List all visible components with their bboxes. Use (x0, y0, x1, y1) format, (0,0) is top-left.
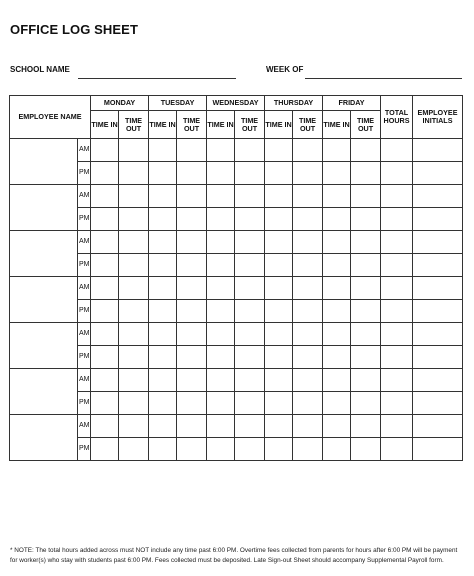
time-cell[interactable] (265, 323, 293, 346)
table-row (10, 300, 463, 323)
time-cell[interactable] (351, 369, 381, 392)
initials-cell[interactable] (413, 346, 463, 369)
week-of-label: WEEK OF (266, 65, 304, 74)
time-cell[interactable] (323, 162, 351, 185)
time-cell[interactable] (149, 392, 177, 415)
time-cell[interactable] (207, 369, 235, 392)
initials-cell[interactable] (413, 277, 463, 300)
total-hours-cell[interactable] (381, 392, 413, 415)
time-cell[interactable] (293, 185, 323, 208)
time-cell[interactable] (293, 415, 323, 438)
time-cell[interactable] (149, 323, 177, 346)
time-cell[interactable] (265, 415, 293, 438)
time-cell[interactable] (235, 277, 265, 300)
total-hours-cell[interactable] (381, 438, 413, 461)
am-label: AM (78, 185, 91, 208)
initials-cell[interactable] (413, 139, 463, 162)
time-cell[interactable] (119, 438, 149, 461)
time-cell[interactable] (207, 300, 235, 323)
time-cell[interactable] (91, 185, 119, 208)
time-cell[interactable] (293, 369, 323, 392)
day-header-wednesday: WEDNESDAY (207, 96, 265, 111)
time-cell[interactable] (119, 346, 149, 369)
sheet-title: OFFICE LOG SHEET (10, 22, 138, 37)
initials-cell[interactable] (413, 208, 463, 231)
total-hours-cell[interactable] (381, 254, 413, 277)
employee-name-cell[interactable] (10, 415, 78, 461)
time-cell[interactable] (207, 139, 235, 162)
total-hours-cell[interactable] (381, 415, 413, 438)
time-cell[interactable] (351, 208, 381, 231)
time-in-header: TIME IN (323, 111, 351, 139)
time-cell[interactable] (235, 231, 265, 254)
employee-name-cell[interactable] (10, 369, 78, 415)
time-in-header: TIME IN (207, 111, 235, 139)
time-cell[interactable] (235, 162, 265, 185)
time-cell[interactable] (323, 369, 351, 392)
time-cell[interactable] (293, 300, 323, 323)
time-cell[interactable] (119, 415, 149, 438)
time-cell[interactable] (207, 231, 235, 254)
time-cell[interactable] (149, 231, 177, 254)
time-cell[interactable] (177, 300, 207, 323)
initials-cell[interactable] (413, 162, 463, 185)
time-out-header: TIME OUT (293, 111, 323, 139)
time-cell[interactable] (265, 277, 293, 300)
table-row (10, 208, 463, 231)
time-cell[interactable] (177, 438, 207, 461)
am-label: AM (78, 277, 91, 300)
time-cell[interactable] (235, 438, 265, 461)
time-cell[interactable] (177, 369, 207, 392)
time-cell[interactable] (293, 139, 323, 162)
initials-cell[interactable] (413, 392, 463, 415)
time-cell[interactable] (207, 323, 235, 346)
time-cell[interactable] (207, 346, 235, 369)
total-hours-cell[interactable] (381, 231, 413, 254)
time-cell[interactable] (293, 208, 323, 231)
initials-cell[interactable] (413, 438, 463, 461)
time-cell[interactable] (119, 369, 149, 392)
day-header-tuesday: TUESDAY (149, 96, 207, 111)
time-cell[interactable] (351, 185, 381, 208)
time-cell[interactable] (351, 300, 381, 323)
time-cell[interactable] (177, 185, 207, 208)
time-cell[interactable] (235, 323, 265, 346)
time-cell[interactable] (265, 300, 293, 323)
time-cell[interactable] (149, 438, 177, 461)
time-cell[interactable] (351, 438, 381, 461)
total-hours-cell[interactable] (381, 369, 413, 392)
time-cell[interactable] (323, 300, 351, 323)
time-in-header: TIME IN (149, 111, 177, 139)
time-cell[interactable] (149, 277, 177, 300)
time-cell[interactable] (235, 254, 265, 277)
time-cell[interactable] (177, 277, 207, 300)
total-hours-cell[interactable] (381, 208, 413, 231)
time-cell[interactable] (119, 162, 149, 185)
time-cell[interactable] (149, 185, 177, 208)
time-cell[interactable] (91, 415, 119, 438)
am-label: AM (78, 369, 91, 392)
time-cell[interactable] (177, 208, 207, 231)
table-row (10, 139, 463, 162)
time-cell[interactable] (177, 346, 207, 369)
total-hours-cell[interactable] (381, 277, 413, 300)
time-cell[interactable] (207, 185, 235, 208)
time-cell[interactable] (91, 438, 119, 461)
time-cell[interactable] (293, 162, 323, 185)
time-cell[interactable] (351, 415, 381, 438)
time-cell[interactable] (149, 162, 177, 185)
time-out-header: TIME OUT (119, 111, 149, 139)
time-out-header: TIME OUT (235, 111, 265, 139)
am-label: AM (78, 139, 91, 162)
time-cell[interactable] (323, 346, 351, 369)
time-cell[interactable] (91, 392, 119, 415)
time-in-header: TIME IN (265, 111, 293, 139)
time-cell[interactable] (149, 346, 177, 369)
week-of-field[interactable] (305, 78, 462, 79)
time-cell[interactable] (207, 208, 235, 231)
time-cell[interactable] (235, 346, 265, 369)
time-cell[interactable] (351, 254, 381, 277)
log-table-body (10, 139, 463, 461)
time-cell[interactable] (149, 369, 177, 392)
time-cell[interactable] (149, 208, 177, 231)
time-cell[interactable] (91, 323, 119, 346)
time-cell[interactable] (323, 415, 351, 438)
time-cell[interactable] (91, 346, 119, 369)
time-cell[interactable] (149, 415, 177, 438)
table-row (10, 231, 463, 254)
time-cell[interactable] (235, 415, 265, 438)
time-cell[interactable] (177, 139, 207, 162)
time-cell[interactable] (177, 162, 207, 185)
table-row (10, 438, 463, 461)
time-cell[interactable] (265, 208, 293, 231)
day-header-thursday: THURSDAY (265, 96, 323, 111)
pm-label: PM (78, 208, 91, 231)
time-cell[interactable] (235, 300, 265, 323)
time-cell[interactable] (323, 139, 351, 162)
time-cell[interactable] (265, 369, 293, 392)
time-cell[interactable] (119, 231, 149, 254)
employee-name-cell[interactable] (10, 231, 78, 277)
total-hours-cell[interactable] (381, 323, 413, 346)
table-row (10, 415, 463, 438)
employee-name-cell[interactable] (10, 139, 78, 185)
time-cell[interactable] (177, 392, 207, 415)
time-cell[interactable] (323, 323, 351, 346)
initials-cell[interactable] (413, 185, 463, 208)
time-cell[interactable] (235, 392, 265, 415)
time-cell[interactable] (119, 185, 149, 208)
time-cell[interactable] (119, 139, 149, 162)
time-cell[interactable] (323, 185, 351, 208)
time-in-header: TIME IN (91, 111, 119, 139)
table-row (10, 392, 463, 415)
time-cell[interactable] (149, 300, 177, 323)
day-header-friday: FRIDAY (323, 96, 381, 111)
time-cell[interactable] (119, 300, 149, 323)
time-cell[interactable] (91, 300, 119, 323)
time-cell[interactable] (323, 392, 351, 415)
time-cell[interactable] (177, 415, 207, 438)
employee-name-cell[interactable] (10, 277, 78, 323)
day-header-monday: MONDAY (91, 96, 149, 111)
pm-label: PM (78, 346, 91, 369)
initials-cell[interactable] (413, 369, 463, 392)
employee-initials-header: EMPLOYEE INITIALS (413, 96, 463, 139)
time-cell[interactable] (119, 277, 149, 300)
am-label: AM (78, 415, 91, 438)
time-cell[interactable] (207, 415, 235, 438)
time-cell[interactable] (351, 162, 381, 185)
school-name-field[interactable] (78, 78, 236, 79)
time-cell[interactable] (265, 162, 293, 185)
time-cell[interactable] (91, 162, 119, 185)
time-cell[interactable] (207, 277, 235, 300)
table-row (10, 277, 463, 300)
time-cell[interactable] (207, 392, 235, 415)
table-row (10, 346, 463, 369)
time-cell[interactable] (293, 346, 323, 369)
total-hours-cell[interactable] (381, 346, 413, 369)
time-cell[interactable] (351, 392, 381, 415)
initials-cell[interactable] (413, 323, 463, 346)
time-cell[interactable] (207, 438, 235, 461)
table-row (10, 162, 463, 185)
initials-cell[interactable] (413, 254, 463, 277)
time-cell[interactable] (293, 323, 323, 346)
am-label: AM (78, 323, 91, 346)
initials-cell[interactable] (413, 415, 463, 438)
total-hours-cell[interactable] (381, 139, 413, 162)
time-cell[interactable] (323, 254, 351, 277)
employee-name-header: EMPLOYEE NAME (10, 96, 91, 139)
table-row (10, 369, 463, 392)
total-hours-header: TOTAL HOURS (381, 96, 413, 139)
time-cell[interactable] (177, 254, 207, 277)
time-cell[interactable] (265, 185, 293, 208)
time-cell[interactable] (293, 254, 323, 277)
time-cell[interactable] (149, 254, 177, 277)
time-cell[interactable] (119, 392, 149, 415)
time-cell[interactable] (235, 139, 265, 162)
time-out-header: TIME OUT (351, 111, 381, 139)
pm-label: PM (78, 162, 91, 185)
school-name-label: SCHOOL NAME (10, 65, 70, 74)
time-cell[interactable] (91, 139, 119, 162)
total-hours-cell[interactable] (381, 162, 413, 185)
time-cell[interactable] (207, 162, 235, 185)
time-cell[interactable] (323, 208, 351, 231)
time-cell[interactable] (119, 254, 149, 277)
time-cell[interactable] (265, 254, 293, 277)
time-cell[interactable] (351, 277, 381, 300)
time-cell[interactable] (207, 254, 235, 277)
time-cell[interactable] (351, 139, 381, 162)
total-hours-cell[interactable] (381, 185, 413, 208)
time-cell[interactable] (351, 346, 381, 369)
time-cell[interactable] (323, 277, 351, 300)
time-cell[interactable] (235, 208, 265, 231)
time-cell[interactable] (119, 323, 149, 346)
time-cell[interactable] (91, 231, 119, 254)
am-label: AM (78, 231, 91, 254)
time-cell[interactable] (293, 277, 323, 300)
pm-label: PM (78, 392, 91, 415)
time-cell[interactable] (351, 231, 381, 254)
time-cell[interactable] (91, 277, 119, 300)
total-hours-cell[interactable] (381, 300, 413, 323)
log-table (9, 95, 463, 461)
time-cell[interactable] (323, 231, 351, 254)
time-cell[interactable] (177, 323, 207, 346)
time-cell[interactable] (293, 231, 323, 254)
time-cell[interactable] (91, 369, 119, 392)
time-cell[interactable] (91, 254, 119, 277)
time-cell[interactable] (177, 231, 207, 254)
employee-name-cell[interactable] (10, 323, 78, 369)
time-cell[interactable] (351, 323, 381, 346)
initials-cell[interactable] (413, 231, 463, 254)
time-out-header: TIME OUT (177, 111, 207, 139)
time-cell[interactable] (265, 392, 293, 415)
time-cell[interactable] (91, 208, 119, 231)
table-row (10, 323, 463, 346)
initials-cell[interactable] (413, 300, 463, 323)
footnote: * NOTE: The total hours added across must NOT include any time past 6:00 PM. Overtime fees collected from parents for hours after 6:00 PM will be payment for worker(s) who stay with students past 6:00 PM. Fees collected must be deposited. Late Sign-out Sheet should accompany Supplemental Payroll form. (10, 547, 458, 564)
table-row (10, 185, 463, 208)
time-cell[interactable] (323, 438, 351, 461)
time-cell[interactable] (293, 438, 323, 461)
time-cell[interactable] (265, 438, 293, 461)
time-cell[interactable] (235, 369, 265, 392)
time-cell[interactable] (265, 231, 293, 254)
table-row (10, 254, 463, 277)
time-cell[interactable] (265, 346, 293, 369)
time-cell[interactable] (235, 185, 265, 208)
time-cell[interactable] (265, 139, 293, 162)
pm-label: PM (78, 438, 91, 461)
pm-label: PM (78, 300, 91, 323)
pm-label: PM (78, 254, 91, 277)
time-cell[interactable] (119, 208, 149, 231)
time-cell[interactable] (293, 392, 323, 415)
time-cell[interactable] (149, 139, 177, 162)
employee-name-cell[interactable] (10, 185, 78, 231)
